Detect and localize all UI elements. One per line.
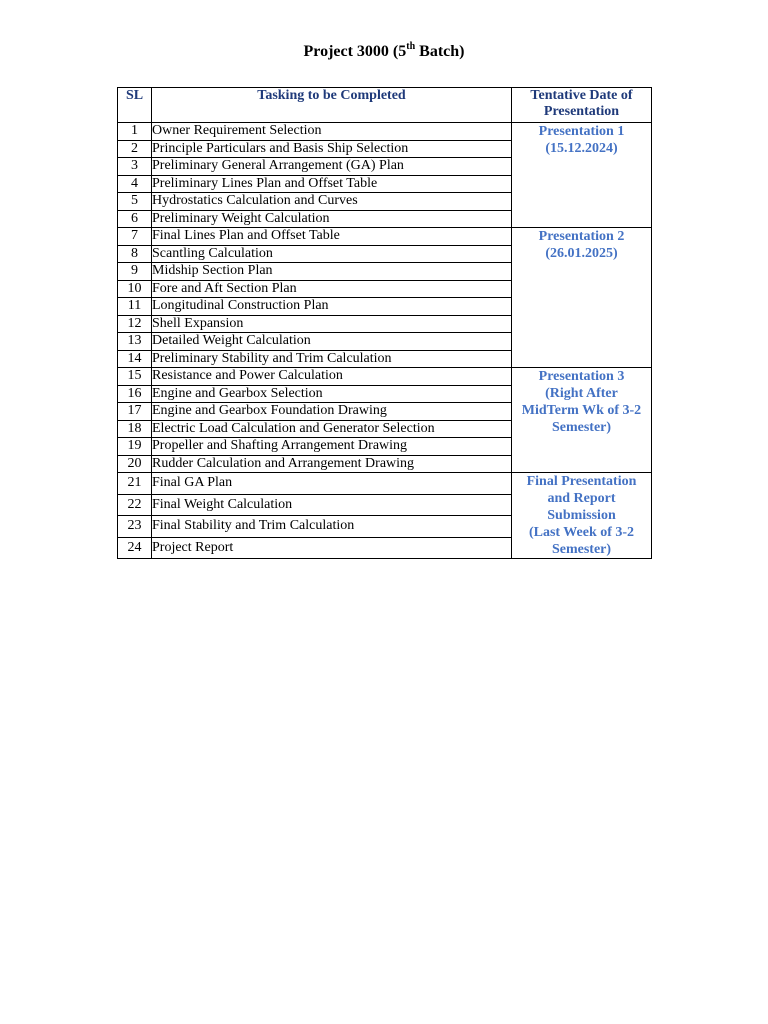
row-task: Engine and Gearbox Foundation Drawing xyxy=(152,403,512,421)
row-sl: 4 xyxy=(118,175,152,193)
row-sl: 9 xyxy=(118,263,152,281)
row-sl: 10 xyxy=(118,280,152,298)
row-sl: 20 xyxy=(118,455,152,473)
presentation-line: Presentation 1 xyxy=(538,124,625,139)
presentation-line: Presentation 3 xyxy=(538,369,625,384)
row-task: Resistance and Power Calculation xyxy=(152,368,512,386)
row-task: Longitudinal Construction Plan xyxy=(152,298,512,316)
table-row xyxy=(118,368,652,386)
row-task: Detailed Weight Calculation xyxy=(152,333,512,351)
row-sl: 22 xyxy=(118,494,152,516)
row-task: Hydrostatics Calculation and Curves xyxy=(152,193,512,211)
title-tail: Batch) xyxy=(415,43,465,60)
row-sl: 2 xyxy=(118,140,152,158)
row-task: Engine and Gearbox Selection xyxy=(152,385,512,403)
row-task: Preliminary Weight Calculation xyxy=(152,210,512,228)
row-task: Propeller and Shafting Arrangement Drawing xyxy=(152,438,512,456)
row-sl: 8 xyxy=(118,245,152,263)
row-task: Project Report xyxy=(152,537,512,559)
row-task: Principle Particulars and Basis Ship Selection xyxy=(152,140,512,158)
row-task: Electric Load Calculation and Generator Selection xyxy=(152,420,512,438)
row-sl: 11 xyxy=(118,298,152,316)
row-task: Shell Expansion xyxy=(152,315,512,333)
table-row xyxy=(118,473,652,495)
table-row xyxy=(118,123,652,141)
row-task: Scantling Calculation xyxy=(152,245,512,263)
presentation-line: and Report xyxy=(547,491,616,506)
table-row xyxy=(118,228,652,246)
row-task: Final GA Plan xyxy=(152,473,512,495)
presentation-date-cell xyxy=(512,228,652,368)
header-sl: SL xyxy=(118,88,152,123)
row-sl: 19 xyxy=(118,438,152,456)
row-task: Preliminary Stability and Trim Calculation xyxy=(152,350,512,368)
row-sl: 17 xyxy=(118,403,152,421)
row-sl: 21 xyxy=(118,473,152,495)
presentation-line: Semester) xyxy=(551,420,612,435)
row-sl: 5 xyxy=(118,193,152,211)
row-sl: 13 xyxy=(118,333,152,351)
row-sl: 7 xyxy=(118,228,152,246)
row-task: Preliminary General Arrangement (GA) Plan xyxy=(152,158,512,176)
presentation-line: MidTerm Wk of 3-2 xyxy=(521,403,642,418)
row-task: Final Weight Calculation xyxy=(152,494,512,516)
header-task: Tasking to be Completed xyxy=(152,88,512,123)
title-superscript: th xyxy=(406,40,416,52)
presentation-line: (26.01.2025) xyxy=(545,246,618,261)
row-sl: 18 xyxy=(118,420,152,438)
presentation-date-cell xyxy=(512,123,652,228)
presentation-line: Submission xyxy=(547,508,616,523)
row-task: Preliminary Lines Plan and Offset Table xyxy=(152,175,512,193)
row-sl: 24 xyxy=(118,537,152,559)
tasking-table xyxy=(117,87,652,559)
row-task: Final Lines Plan and Offset Table xyxy=(152,228,512,246)
presentation-line: Final Presentation xyxy=(526,474,637,489)
presentation-date-cell xyxy=(512,368,652,473)
row-sl: 15 xyxy=(118,368,152,386)
row-sl: 23 xyxy=(118,516,152,538)
presentation-line: (Last Week of 3-2 xyxy=(528,525,635,540)
presentation-line: Presentation 2 xyxy=(538,229,625,244)
row-sl: 12 xyxy=(118,315,152,333)
row-task: Owner Requirement Selection xyxy=(152,123,512,141)
header-date-line2: Presentation xyxy=(543,104,620,119)
row-task: Rudder Calculation and Arrangement Drawing xyxy=(152,455,512,473)
header-date xyxy=(512,88,652,123)
row-task: Final Stability and Trim Calculation xyxy=(152,516,512,538)
title-main: Project 3000 (5 xyxy=(303,43,407,60)
row-sl: 16 xyxy=(118,385,152,403)
presentation-date-cell xyxy=(512,473,652,559)
table-body xyxy=(118,123,652,559)
row-sl: 6 xyxy=(118,210,152,228)
table-header-row xyxy=(118,88,652,123)
header-date-line1: Tentative Date of xyxy=(530,88,633,103)
presentation-line: (Right After xyxy=(545,386,618,401)
row-sl: 14 xyxy=(118,350,152,368)
row-sl: 3 xyxy=(118,158,152,176)
row-task: Fore and Aft Section Plan xyxy=(152,280,512,298)
row-task: Midship Section Plan xyxy=(152,263,512,281)
presentation-line: (15.12.2024) xyxy=(545,141,618,156)
row-sl: 1 xyxy=(118,123,152,141)
document-title xyxy=(0,42,768,62)
presentation-line: Semester) xyxy=(551,542,612,557)
